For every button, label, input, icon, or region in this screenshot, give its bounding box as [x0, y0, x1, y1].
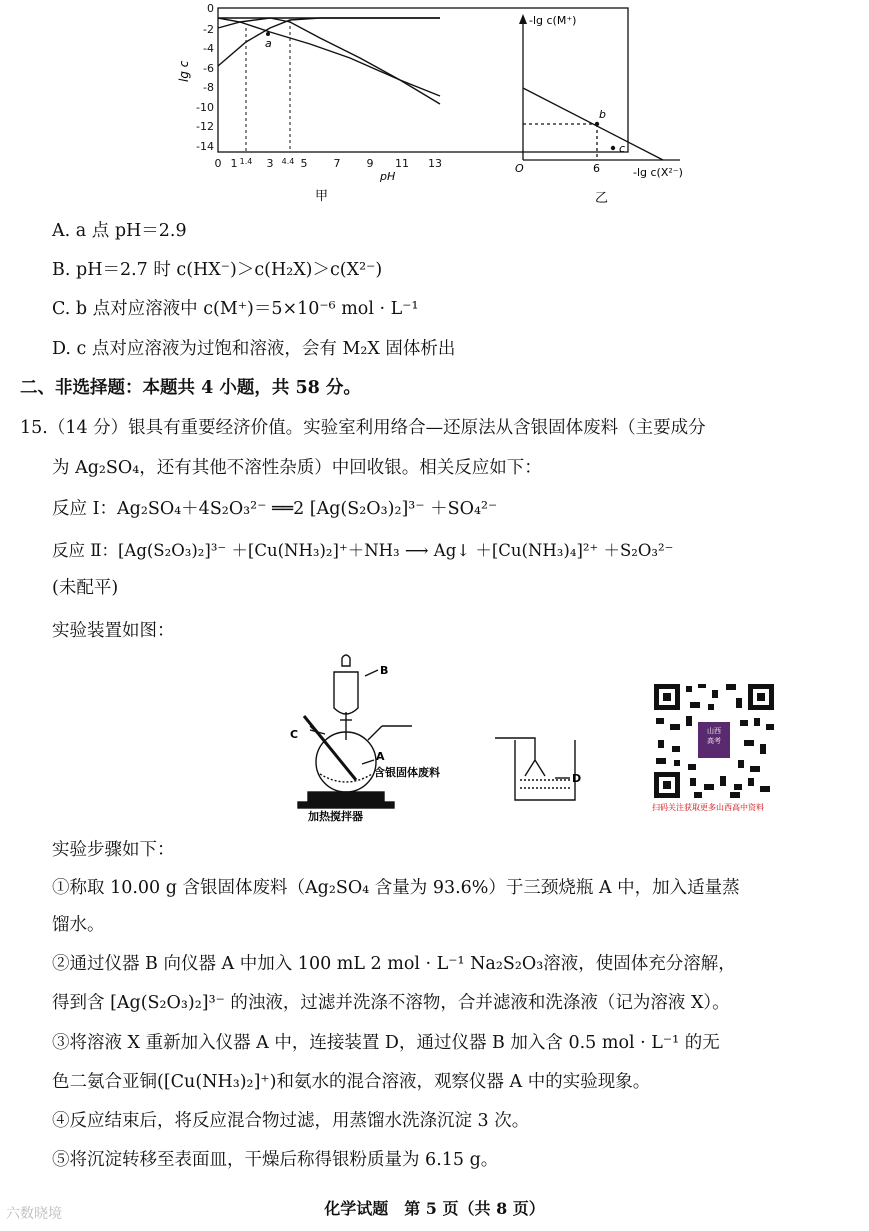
- unbalanced-note: (未配平): [52, 578, 119, 598]
- qr-code[interactable]: [650, 680, 778, 802]
- apparatus-figure: [270, 650, 620, 825]
- option-c: C. b 点对应溶液中 c(M⁺)＝5×10⁻⁶ mol · L⁻¹: [52, 299, 419, 319]
- jia-caption: 甲: [315, 189, 329, 204]
- jia-xtick: 7: [333, 157, 341, 170]
- jia-xtick: 4.4: [281, 157, 295, 166]
- page-footer: 化学试题 第 5 页（共 8 页）: [324, 1199, 545, 1218]
- jia-xtick: 1: [230, 157, 238, 170]
- q15-line1: 15.（14 分）银具有重要经济价值。实验室利用络合—还原法从含银固体废料（主要成分: [20, 418, 706, 438]
- jia-ytick: 0: [207, 2, 214, 15]
- yi-point-b: b: [599, 108, 606, 121]
- step1-line1: ①称取 10.00 g 含银固体废料（Ag₂SO₄ 含量为 93.6%）于三颈烧瓶 A 中，加入适量蒸: [52, 878, 740, 898]
- yi-origin: O: [515, 162, 524, 175]
- yi-point-c: c: [619, 142, 626, 155]
- point-a: [266, 32, 270, 36]
- label-b: B: [380, 664, 389, 677]
- yi-caption: 乙: [595, 191, 609, 206]
- curve-hx: [218, 18, 440, 104]
- apparatus-intro: 实验装置如图：: [52, 621, 175, 641]
- jia-point-label: a: [265, 37, 272, 50]
- figure-yi: [505, 10, 705, 205]
- yi-ylabel: -lg c(M⁺): [529, 14, 577, 27]
- jia-xtick: 11: [395, 157, 409, 170]
- option-b: B. pH＝2.7 时 c(HX⁻)＞c(H₂X)＞c(X²⁻): [52, 260, 383, 280]
- jia-ytick: -4: [203, 42, 214, 55]
- q15-line2: 为 Ag₂SO₄，还有其他不溶性杂质）中回收银。相关反应如下：: [52, 458, 542, 478]
- qr-caption: 扫码关注获取更多山西高中资料: [652, 803, 764, 812]
- qr-center-text: 山西 高考: [707, 727, 721, 745]
- step2-line2: 得到含 [Ag(S₂O₃)₂]³⁻ 的浊液，过滤并洗涤不溶物，合并滤液和洗涤液（记为溶液 X）。: [52, 993, 730, 1013]
- jia-ytick: -2: [203, 23, 214, 36]
- step3-line1: ③将溶液 X 重新加入仪器 A 中，连接装置 D，通过仪器 B 加入含 0.5 mol · L⁻¹ 的无: [52, 1033, 720, 1053]
- section-heading: 二、非选择题：本题共 4 小题，共 58 分。: [20, 378, 361, 398]
- step2-line1: ②通过仪器 B 向仪器 A 中加入 100 mL 2 mol · L⁻¹ Na₂S₂O₃溶液，使固体充分溶解，: [52, 954, 736, 974]
- funnel-b: [334, 672, 358, 714]
- jia-xlabel: pH: [380, 170, 396, 183]
- reaction-1: 反应 Ⅰ：Ag₂SO₄＋4S₂O₃²⁻ ══2 [Ag(S₂O₃)₂]³⁻ ＋SO₄²⁻: [52, 499, 498, 519]
- step5: ⑤将沉淀转移至表面皿，干燥后称得银粉质量为 6.15 g。: [52, 1150, 499, 1170]
- option-d: D. c 点对应溶液为过饱和溶液，会有 M₂X 固体析出: [52, 339, 456, 359]
- watermark: 六数晓境: [6, 1206, 62, 1222]
- yi-xlabel: -lg c(X²⁻): [633, 166, 683, 179]
- jia-xtick: 3: [266, 157, 274, 170]
- label-c: C: [290, 728, 299, 741]
- reaction-2: 反应 Ⅱ：[Ag(S₂O₃)₂]³⁻ ＋[Cu(NH₃)₂]⁺＋NH₃ ⟶ Ag↓ ＋[Cu(NH₃)₄]²⁺ ＋S₂O₃²⁻: [52, 541, 674, 560]
- figure-jia: [177, 0, 460, 204]
- jia-xtick: 1.4: [239, 157, 253, 166]
- jia-ytick: -12: [196, 120, 214, 133]
- label-a: A: [376, 750, 385, 763]
- jia-ytick: -10: [196, 101, 214, 114]
- label-waste: 含银固体废料: [374, 766, 440, 779]
- jia-xtick: 5: [300, 157, 308, 170]
- yi-xtick: 6: [593, 162, 600, 175]
- jia-xtick: 0: [214, 157, 222, 170]
- jia-xtick: 9: [366, 157, 374, 170]
- jia-ytick: -14: [196, 140, 214, 153]
- step1-line2: 馏水。: [52, 915, 105, 935]
- jia-ylabel: lg c: [177, 60, 191, 82]
- step3-line2: 色二氨合亚铜([Cu(NH₃)₂]⁺)和氨水的混合溶液，观察仪器 A 中的实验现象。: [52, 1072, 651, 1092]
- label-d: D: [572, 772, 582, 785]
- steps-intro: 实验步骤如下：: [52, 840, 175, 860]
- jia-ytick: -8: [203, 81, 214, 94]
- step4: ④反应结束后，将反应混合物过滤，用蒸馏水洗涤沉淀 3 次。: [52, 1111, 530, 1131]
- label-stirrer: 加热搅拌器: [308, 810, 363, 823]
- option-a: A. a 点 pH＝2.9: [52, 221, 187, 241]
- jia-ytick: -6: [203, 62, 214, 75]
- jia-xtick: 13: [428, 157, 442, 170]
